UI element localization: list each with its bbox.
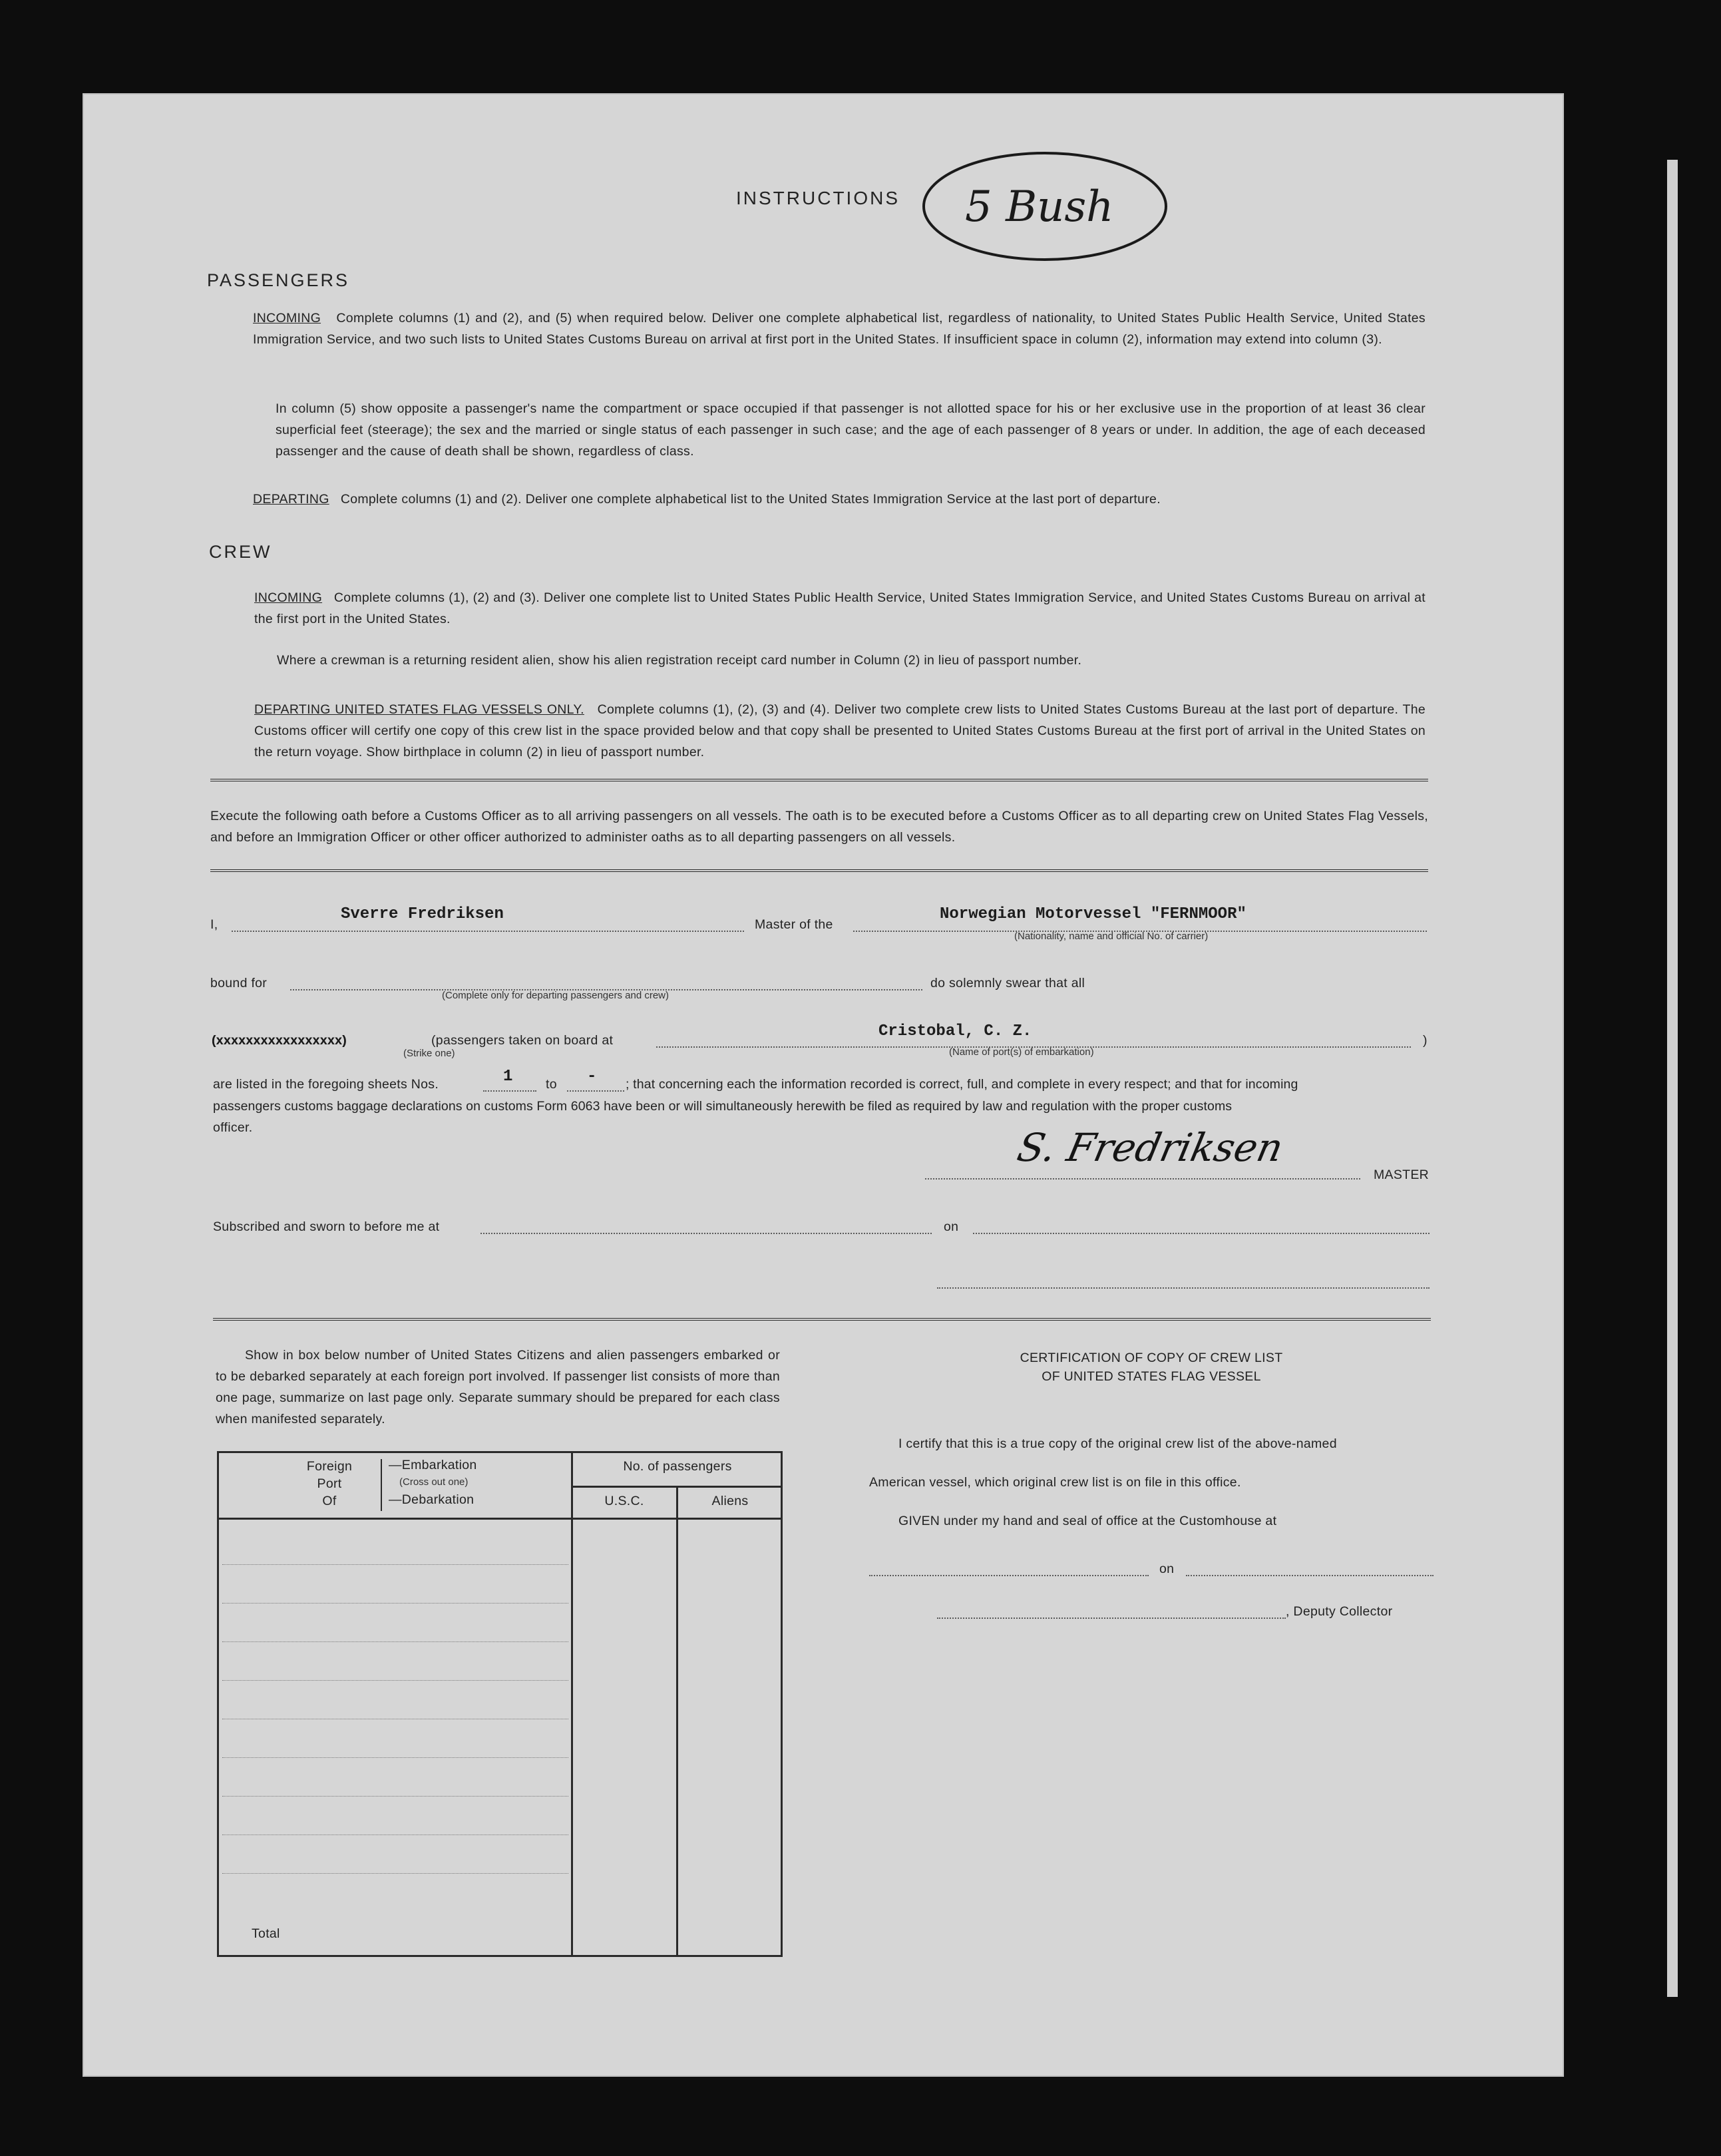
crew-incoming-label: INCOMING [254, 590, 323, 605]
passengers-subheader-rule [571, 1486, 783, 1488]
sheet-from-line [483, 1090, 536, 1092]
col-foreign-port [286, 1458, 373, 1510]
passengers-heading: PASSENGERS [207, 270, 350, 290]
master-name: Sverre Fredriksen [341, 905, 504, 923]
summary-row-line [222, 1796, 568, 1797]
crew-departing-block [254, 699, 1426, 763]
officer-signature-line [937, 1287, 1430, 1289]
signature-line [925, 1178, 1360, 1180]
bound-for-caption: (Complete only for departing passengers and crew) [442, 990, 669, 1001]
certification-title [932, 1349, 1371, 1386]
debarkation-label: —Debarkation [389, 1492, 475, 1507]
handwritten-note-stamp [918, 148, 1171, 268]
col-aliens: Aliens [711, 1494, 749, 1508]
col-passengers: No. of passengers [623, 1459, 732, 1474]
summary-row-line [222, 1873, 568, 1874]
sheet-from: 1 [503, 1068, 513, 1086]
certification-line-3: GIVEN under my hand and seal of office at the Customhouse at [898, 1514, 1277, 1528]
sheet-to-line [567, 1090, 624, 1092]
summary-header-rule [217, 1518, 783, 1520]
statement-rest: ; that concerning each the information recorded is correct, full, and complete in every respect; and that for incoming [626, 1077, 1298, 1092]
summary-row-line [222, 1834, 568, 1835]
subscribed-on-label: on [944, 1219, 959, 1234]
total-label: Total [252, 1926, 280, 1941]
handwritten-note: 5 Bush [965, 182, 1114, 232]
col-port-line-3: Of [322, 1494, 337, 1508]
sheets-label: are listed in the foregoing sheets Nos. [213, 1077, 439, 1092]
port-caption: (Name of port(s) of embarkation) [949, 1046, 1094, 1058]
crew-incoming-text: Complete columns (1), (2) and (3). Deliver one complete list to United States Public Health Service, United States Immigration Service, and United States Customs Bureau on arrival at the first port in the United States. [254, 590, 1426, 626]
master-of-label: Master of the [755, 917, 833, 932]
to-label: to [546, 1077, 557, 1092]
oath-instructions: Execute the following oath before a Customs Officer as to all arriving passengers on all vessels. The oath is to be executed before a Customs Officer as to all departing crew on United States Flag Vessels, and before an Immigration Officer or other officer authorized to administer oaths as to all departing passengers on all vessels. [210, 809, 1428, 845]
master-label: MASTER [1374, 1168, 1430, 1182]
aliens-column-divider [676, 1486, 678, 1957]
certification-title-line-2: OF UNITED STATES FLAG VESSEL [1042, 1369, 1261, 1384]
certification-on-label: on [1159, 1562, 1175, 1576]
passengers-incoming-block [253, 308, 1426, 350]
passengers-incoming-text: Complete columns (1) and (2), and (5) when required below. Deliver one complete alphabetical list, regardless of nationality, to United States Public Health Service, United States Immigration Service, and two such lists to United States Customs Bureau on arrival at first port in the United States. If insufficient space in column (2), information may extend into column (3). [253, 311, 1426, 347]
cross-out-label: (Cross out one) [399, 1476, 469, 1488]
passengers-incoming-label: INCOMING [253, 311, 321, 325]
passengers-departing-block [253, 489, 1426, 510]
vessel-caption: (Nationality, name and official No. of carrier) [1014, 931, 1209, 942]
divider-rule [213, 1318, 1431, 1321]
subscribed-label: Subscribed and sworn to before me at [213, 1219, 440, 1234]
certification-line-1: I certify that this is a true copy of the original crew list of the above-named [898, 1436, 1337, 1451]
divider-rule [210, 869, 1428, 872]
crew-departing-label: DEPARTING UNITED STATES FLAG VESSELS ONLY. [254, 702, 584, 717]
summary-instructions: Show in box below number of United States Citizens and alien passengers embarked or to be debarked separately at each foreign port involved. If passenger list consists of more than one page, summarize on last page only. Separate summary should be prepared for each class when manifested separately. [216, 1348, 780, 1426]
crew-incoming-block [254, 587, 1426, 630]
certification-date-line [1186, 1575, 1434, 1576]
swear-label: do solemnly swear that all [930, 976, 1085, 990]
summary-row-line [222, 1757, 568, 1758]
sheets-statement [213, 1077, 439, 1092]
oath-i-label: I, [210, 917, 218, 932]
crew-departing-text: Complete columns (1), (2), (3) and (4). Deliver two complete crew lists to United States Customs Bureau at the last port of departure. The Customs officer will certify one copy of this crew list in the space provided below and that copy shall be presented to United States Customs Bureau at the first port of arrival in the United States on the return voyage. Show birthplace in column (2) in lieu of passport number. [254, 702, 1426, 759]
col-port-line-2: Port [317, 1476, 342, 1491]
vessel-name: Norwegian Motorvessel "FERNMOOR" [940, 905, 1246, 923]
col-port-line-1: Foreign [306, 1459, 353, 1474]
certification-title-line-1: CERTIFICATION OF COPY OF CREW LIST [1020, 1351, 1283, 1365]
master-name-field-line [232, 931, 744, 932]
col-usc: U.S.C. [604, 1494, 644, 1508]
divider-rule [210, 779, 1428, 781]
summary-row-line [222, 1564, 568, 1565]
deputy-collector-line [937, 1617, 1286, 1619]
certification-line-2: American vessel, which original crew list is on file in this office. [869, 1475, 1241, 1490]
statement-line-2: passengers customs baggage declarations on customs Form 6063 have been or will simultaneously herewith be filed as required by law and regulation with the proper customs [213, 1099, 1233, 1114]
passengers-column5-text: In column (5) show opposite a passenger's name the compartment or space occupied if that passenger is not allotted space for his or her exclusive use in the proportion of at least 36 clear superficial feet (steerage); the sex and the married or single status of each passenger in such case; and the age of each passenger of 8 years or under. In addition, the age of each deceased passenger and the cause of death shall be shown, regardless of class. [276, 401, 1426, 459]
summary-row-line [222, 1641, 568, 1642]
struck-out-text: (xxxxxxxxxxxxxxxxx) [212, 1033, 347, 1048]
customhouse-field-line [869, 1575, 1149, 1576]
embarkation-label: —Embarkation [389, 1458, 477, 1472]
port-of-embarkation: Cristobal, C. Z. [878, 1022, 1032, 1040]
summary-table [217, 1451, 783, 1957]
sheet-to: - [587, 1068, 597, 1086]
subscribed-place-line [480, 1233, 932, 1234]
bound-for-label: bound for [210, 976, 268, 990]
usc-column-divider [571, 1451, 573, 1957]
crew-heading: CREW [209, 542, 272, 562]
passengers-departing-label: DEPARTING [253, 492, 329, 507]
passengers-taken-label: (passengers taken on board at [431, 1033, 614, 1048]
summary-row-line [222, 1603, 568, 1604]
crew-resident-text: Where a crewman is a returning resident alien, show his alien registration receipt card number in Column (2) in lieu of passport number. [277, 653, 1082, 668]
deputy-collector-label: , Deputy Collector [1286, 1604, 1393, 1619]
summary-row-line [222, 1680, 568, 1681]
strike-caption: (Strike one) [403, 1048, 455, 1059]
master-signature: S. Fredriksen [1013, 1125, 1288, 1170]
passengers-departing-text: Complete columns (1) and (2). Deliver one complete alphabetical list to the United States Immigration Service at the last port of departure. [340, 492, 1161, 507]
scan-edge [1667, 160, 1678, 1997]
port-label-divider [381, 1459, 382, 1511]
close-paren: ) [1423, 1033, 1428, 1048]
instructions-title: INSTRUCTIONS [736, 188, 900, 208]
subscribed-date-line [973, 1233, 1430, 1234]
statement-line-3: officer. [213, 1120, 253, 1135]
